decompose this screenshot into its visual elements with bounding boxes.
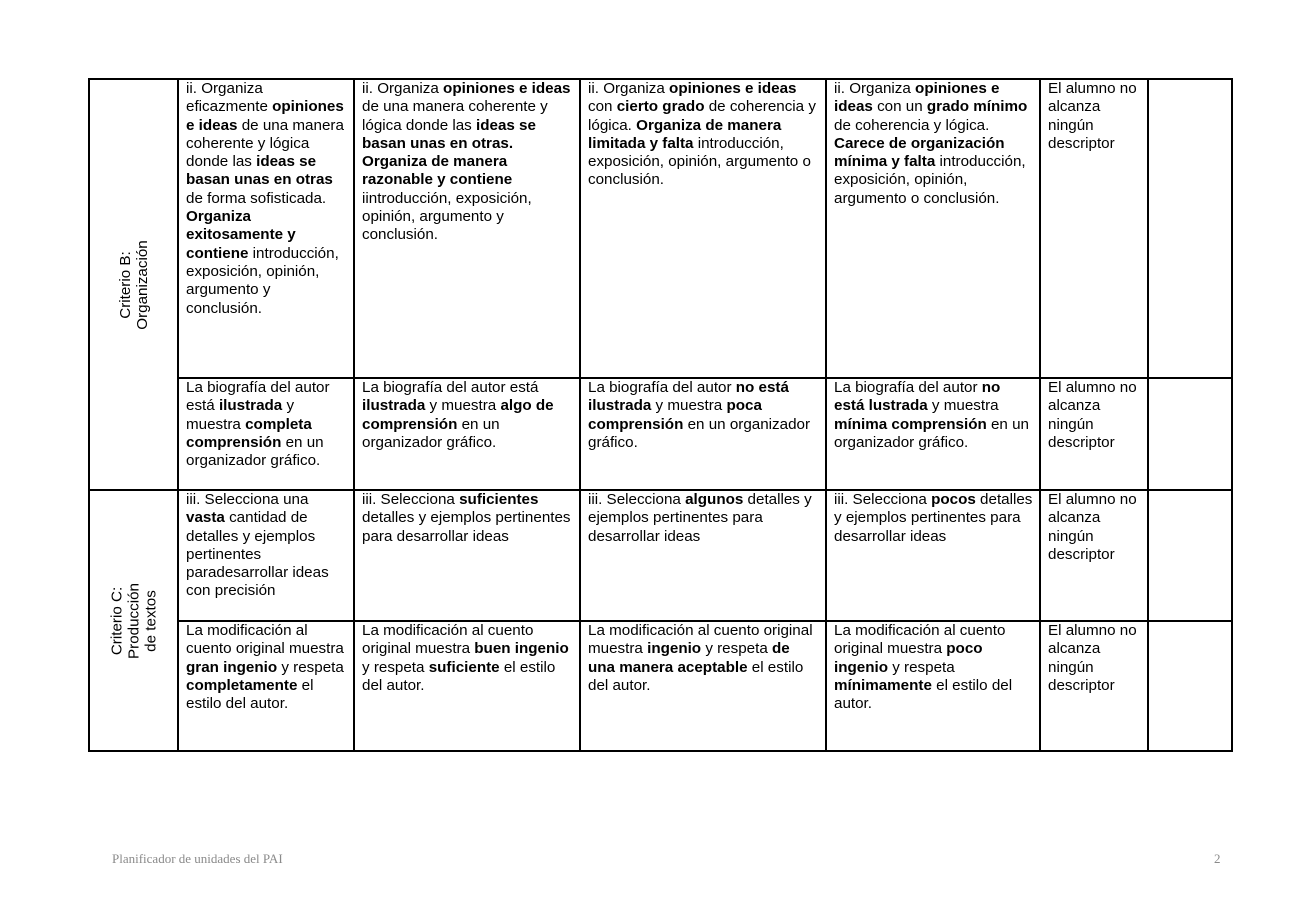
descriptor-cell: ii. Organiza eficazmente opiniones e ideas de una manera coherente y lógica donde las ideas se basan unas en otras de forma sofisticada. Organiza exitosamente y contiene introducción, exposición, opinión, argumento y conclusión. <box>178 79 354 378</box>
descriptor-cell: iii. Selecciona suficientes detalles y ejemplos pertinentes para desarrollar ideas <box>354 490 580 621</box>
criterion-c-cell <box>89 490 178 751</box>
no-descriptor-cell: El alumno no alcanza ningún descriptor <box>1040 378 1148 490</box>
descriptor-cell: La modificación al cuento original muestra gran ingenio y respeta completamente el estilo del autor. <box>178 621 354 751</box>
descriptor-cell: ii. Organiza opiniones e ideas de una manera coherente y lógica donde las ideas se basan unas en otras. Organiza de manera razonable y contiene iintroducción, exposición, opinión, argumento y conclusión. <box>354 79 580 378</box>
rubric-row-b-1 <box>89 79 1232 378</box>
rubric-row-c-1 <box>89 490 1232 621</box>
no-descriptor-cell: El alumno no alcanza ningún descriptor <box>1040 490 1148 621</box>
descriptor-cell: La biografía del autor no está ilustrada y muestra poca comprensión en un organizador gráfico. <box>580 378 826 490</box>
descriptor-cell: iii. Selecciona una vasta cantidad de detalles y ejemplos pertinentes paradesarrollar ideas con precisión <box>178 490 354 621</box>
descriptor-cell: La modificación al cuento original muestra buen ingenio y respeta suficiente el estilo del autor. <box>354 621 580 751</box>
score-cell <box>1148 378 1232 490</box>
descriptor-cell: La biografía del autor está ilustrada y muestra algo de comprensión en un organizador gráfico. <box>354 378 580 490</box>
rubric-row-b-2 <box>89 378 1232 490</box>
descriptor-cell: ii. Organiza opiniones e ideas con cierto grado de coherencia y lógica. Organiza de manera limitada y falta introducción, exposición, opinión, argumento o conclusión. <box>580 79 826 378</box>
rubric-table <box>88 78 1233 752</box>
descriptor-cell: La biografía del autor está ilustrada y muestra completa comprensión en un organizador gráfico. <box>178 378 354 490</box>
rubric-row-c-2 <box>89 621 1232 751</box>
descriptor-cell: ii. Organiza opiniones e ideas con un grado mínimo de coherencia y lógica. Carece de organización mínima y falta introducción, exposición, opinión, argumento o conclusión. <box>826 79 1040 378</box>
no-descriptor-cell: El alumno no alcanza ningún descriptor <box>1040 79 1148 378</box>
criterion-c-label: Criterio C: Producción de textos <box>108 582 159 659</box>
score-cell <box>1148 490 1232 621</box>
descriptor-cell: La modificación al cuento original muestra ingenio y respeta de una manera aceptable el estilo del autor. <box>580 621 826 751</box>
page-number: 2 <box>1214 851 1221 866</box>
criterion-b-label: Criterio B: Organización <box>116 239 151 330</box>
criterion-b-cell <box>89 79 178 490</box>
descriptor-cell: iii. Selecciona algunos detalles y ejemplos pertinentes para desarrollar ideas <box>580 490 826 621</box>
footer-title: Planificador de unidades del PAI <box>112 851 283 866</box>
descriptor-cell: iii. Selecciona pocos detalles y ejemplos pertinentes para desarrollar ideas <box>826 490 1040 621</box>
score-cell <box>1148 79 1232 378</box>
score-cell <box>1148 621 1232 751</box>
descriptor-cell: La biografía del autor no está lustrada y muestra mínima comprensión en un organizador gráfico. <box>826 378 1040 490</box>
descriptor-cell: La modificación al cuento original muestra poco ingenio y respeta mínimamente el estilo del autor. <box>826 621 1040 751</box>
no-descriptor-cell: El alumno no alcanza ningún descriptor <box>1040 621 1148 751</box>
